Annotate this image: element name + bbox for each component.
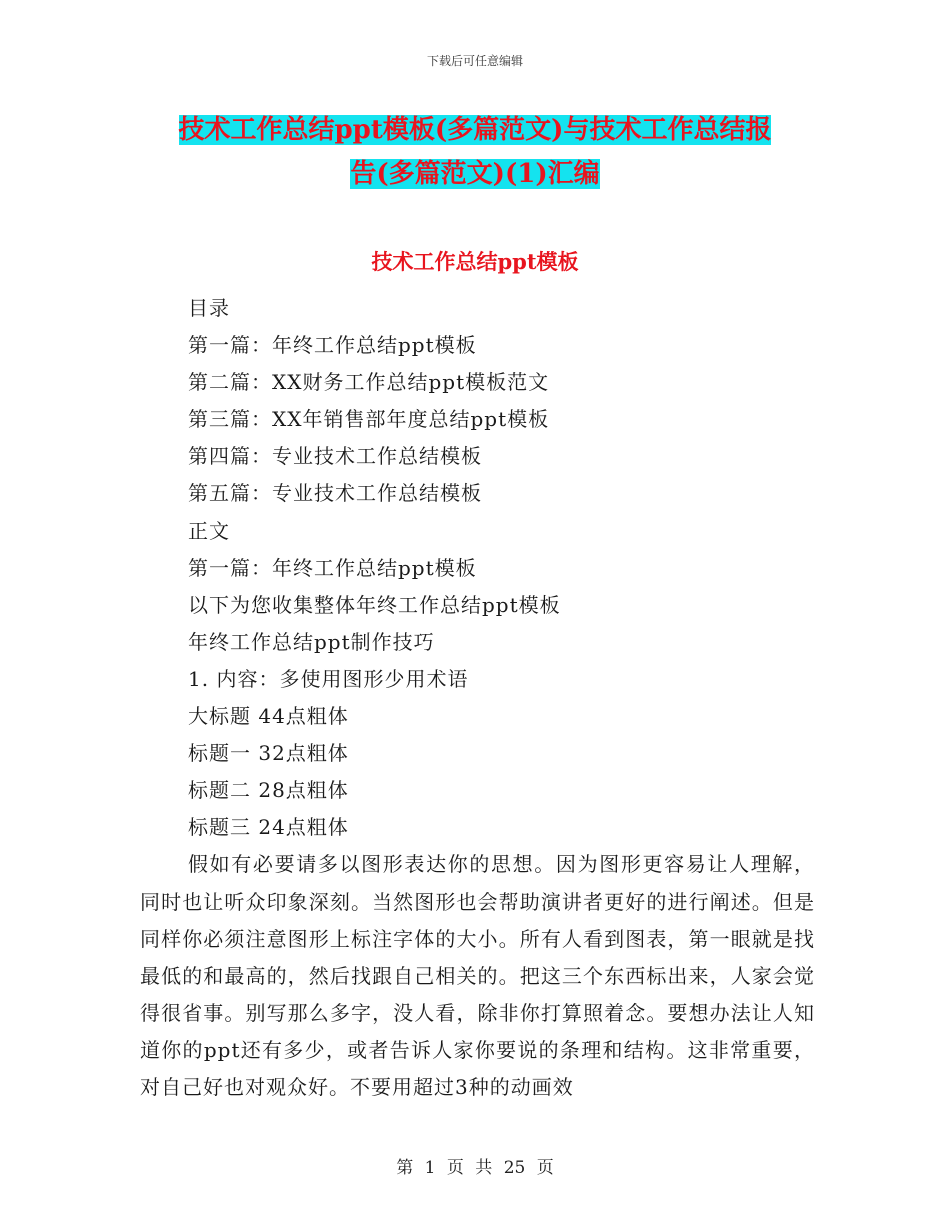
chapter-title: 第一篇：年终工作总结ppt模板: [188, 555, 477, 580]
body-line: 标题一 32点粗体: [188, 741, 349, 766]
document-title-line-2: 告(多篇范文)(1)汇编: [350, 159, 600, 189]
body-line: 年终工作总结ppt制作技巧: [188, 629, 435, 654]
page-header-note: 下载后可任意编辑: [426, 54, 523, 68]
toc-item-3: 第三篇：XX年销售部年度总结ppt模板: [188, 407, 550, 432]
body-line: 1. 内容：多使用图形少用术语: [188, 666, 469, 691]
document-body: [140, 290, 815, 1106]
body-line: 大标题 44点粗体: [188, 704, 349, 729]
page-footer: 第 1 页 共 25 页: [396, 1158, 554, 1178]
section-title: 技术工作总结ppt模板: [371, 249, 579, 274]
body-heading: 正文: [188, 518, 230, 543]
toc-item-4: 第四篇：专业技术工作总结模板: [188, 444, 482, 469]
toc-item-1: 第一篇：年终工作总结ppt模板: [188, 333, 477, 358]
document-title-line-1: 技术工作总结ppt模板(多篇范文)与技术工作总结报: [178, 115, 772, 145]
toc-item-5: 第五篇：专业技术工作总结模板: [188, 481, 482, 506]
body-line: 标题三 24点粗体: [188, 815, 349, 840]
toc-item-2: 第二篇：XX财务工作总结ppt模板范文: [188, 370, 550, 395]
document-title: [140, 108, 810, 196]
body-line: 以下为您收集整体年终工作总结ppt模板: [188, 592, 561, 617]
body-line: 标题二 28点粗体: [188, 778, 349, 803]
body-paragraph: 假如有必要请多以图形表达你的思想。因为图形更容易让人理解，同时也让听众印象深刻。当然图形也会帮助演讲者更好的进行阐述。但是同样你必须注意图形上标注字体的大小。所有人看到图表，第一眼就是找最低的和最高的，然后找跟自己相关的。把这三个东西标出来，人家会觉得很省事。别写那么多字，没人看，除非你打算照着念。要想办法让人知道你的ppt还有多少，或者告诉人家你要说的条理和结构。这非常重要，对自己好也对观众好。不要用超过3种的动画效: [140, 852, 815, 1099]
toc-heading: 目录: [188, 296, 230, 320]
